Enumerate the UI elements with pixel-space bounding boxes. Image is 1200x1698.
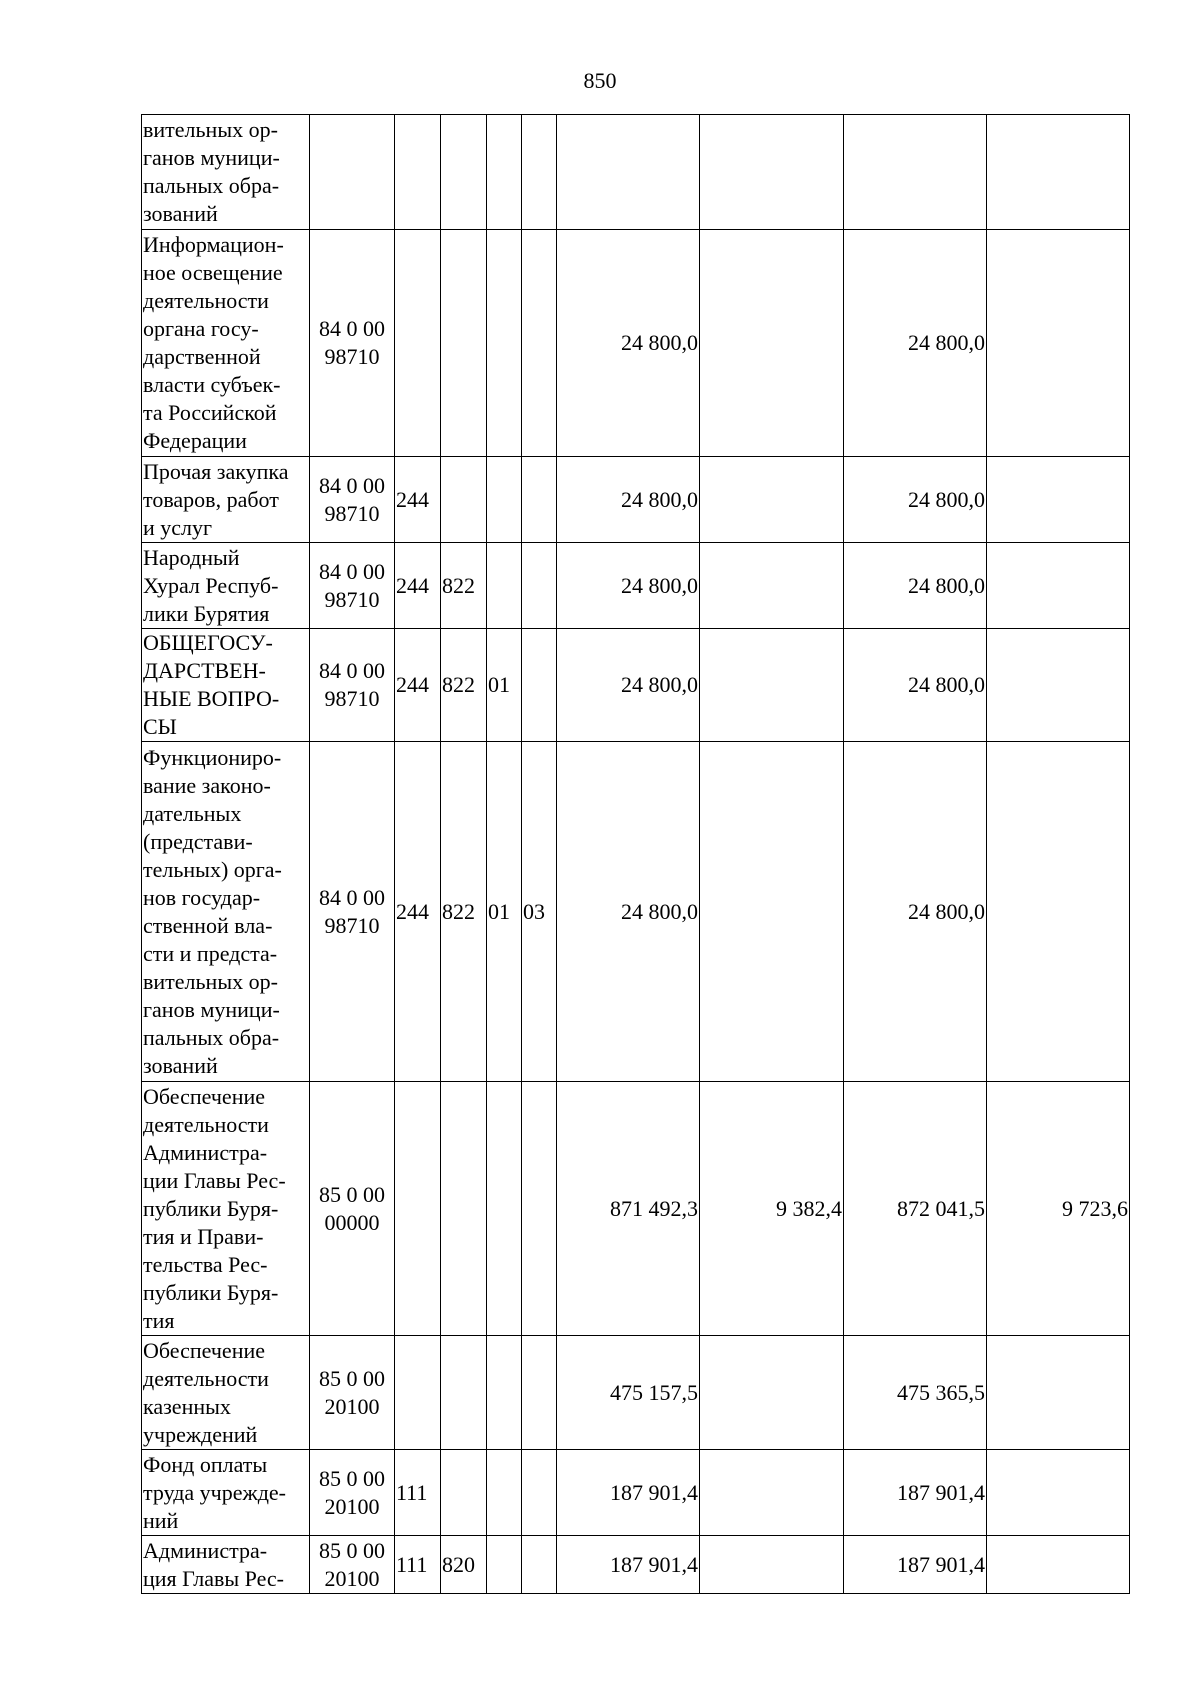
row-expense-type: 111 [395,1450,441,1536]
row-expense-type [395,1336,441,1450]
row-amount-year1: 24 800,0 [557,230,700,457]
row-amount-year1-subvention: 9 382,4 [700,1082,844,1336]
row-amount-year2-subvention [987,1536,1130,1594]
row-amount-year1: 24 800,0 [557,457,700,543]
row-subsection: 03 [522,742,557,1082]
row-target-article: 85 0 00 20100 [310,1336,395,1450]
row-expense-type: 111 [395,1536,441,1594]
row-amount-year2: 187 901,4 [844,1536,987,1594]
row-administrator-code [441,1336,487,1450]
row-amount-year1: 475 157,5 [557,1336,700,1450]
row-section [487,1082,522,1336]
table-row [142,543,1130,629]
row-amount-year2-subvention [987,457,1130,543]
row-target-article: 85 0 00 20100 [310,1450,395,1536]
row-amount-year1-subvention [700,1450,844,1536]
row-expense-type [395,115,441,230]
row-amount-year2: 475 365,5 [844,1336,987,1450]
row-subsection [522,1536,557,1594]
row-administrator-code: 822 [441,543,487,629]
row-administrator-code: 820 [441,1536,487,1594]
row-administrator-code: 822 [441,629,487,742]
row-name: Прочая закупка товаров, работ и услуг [142,457,310,543]
row-amount-year2-subvention: 9 723,6 [987,1082,1130,1336]
row-expense-type: 244 [395,629,441,742]
row-amount-year1: 24 800,0 [557,543,700,629]
table-row [142,629,1130,742]
table-row [142,742,1130,1082]
row-expense-type: 244 [395,457,441,543]
page-number: 850 [583,68,617,93]
row-name: Обеспечение деятельности казенных учреждений [142,1336,310,1450]
row-target-article: 85 0 00 20100 [310,1536,395,1594]
row-administrator-code: 822 [441,742,487,1082]
table-row [142,1336,1130,1450]
table-row [142,1536,1130,1594]
row-name: вительных ор- ганов муници- пальных обра- зований [142,115,310,230]
row-subsection [522,1336,557,1450]
row-amount-year2: 24 800,0 [844,543,987,629]
row-target-article: 84 0 00 98710 [310,457,395,543]
row-section [487,457,522,543]
row-name: Народный Хурал Респуб- лики Бурятия [142,543,310,629]
row-target-article: 84 0 00 98710 [310,742,395,1082]
row-target-article: 84 0 00 98710 [310,629,395,742]
table-row [142,1082,1130,1336]
row-amount-year2-subvention [987,1450,1130,1536]
row-amount-year1-subvention [700,543,844,629]
row-target-article: 84 0 00 98710 [310,543,395,629]
row-administrator-code [441,1450,487,1536]
row-name: Фонд оплаты труда учрежде- ний [142,1450,310,1536]
row-section [487,1536,522,1594]
row-expense-type [395,230,441,457]
row-name: ОБЩЕГОСУ- ДАРСТВЕН- НЫЕ ВОПРО- СЫ [142,629,310,742]
row-subsection [522,457,557,543]
row-amount-year2-subvention [987,629,1130,742]
row-amount-year1 [557,115,700,230]
row-section [487,1450,522,1536]
row-target-article: 84 0 00 98710 [310,230,395,457]
row-amount-year1: 871 492,3 [557,1082,700,1336]
table-row [142,230,1130,457]
row-name: Функциониро- вание законо- дательных (представи- тельных) орга- нов государ- ственной вла- сти и предста- вительных ор- ганов муници- пальных обра- зований [142,742,310,1082]
row-amount-year2: 24 800,0 [844,742,987,1082]
row-amount-year2: 24 800,0 [844,629,987,742]
row-subsection [522,1082,557,1336]
row-administrator-code [441,1082,487,1336]
row-amount-year2: 24 800,0 [844,230,987,457]
row-target-article [310,115,395,230]
row-expense-type: 244 [395,543,441,629]
row-subsection [522,629,557,742]
row-name: Администра- ция Главы Рес- [142,1536,310,1594]
table-row [142,457,1130,543]
row-section [487,115,522,230]
row-subsection [522,115,557,230]
row-section: 01 [487,742,522,1082]
row-section [487,230,522,457]
row-name: Обеспечение деятельности Администра- ции Главы Рес- публики Буря- тия и Прави- тельства Рес- публики Буря- тия [142,1082,310,1336]
row-amount-year1-subvention [700,629,844,742]
row-amount-year2: 24 800,0 [844,457,987,543]
row-expense-type: 244 [395,742,441,1082]
row-amount-year1: 187 901,4 [557,1450,700,1536]
row-administrator-code [441,115,487,230]
row-amount-year1-subvention [700,1536,844,1594]
row-target-article: 85 0 00 00000 [310,1082,395,1336]
row-amount-year1: 24 800,0 [557,629,700,742]
row-administrator-code [441,230,487,457]
row-amount-year2-subvention [987,543,1130,629]
row-administrator-code [441,457,487,543]
row-amount-year2-subvention [987,742,1130,1082]
row-subsection [522,543,557,629]
row-section: 01 [487,629,522,742]
row-expense-type [395,1082,441,1336]
row-amount-year2-subvention [987,1336,1130,1450]
row-amount-year1: 24 800,0 [557,742,700,1082]
row-amount-year1-subvention [700,115,844,230]
table-row [142,115,1130,230]
row-amount-year1-subvention [700,457,844,543]
row-amount-year2: 872 041,5 [844,1082,987,1336]
row-amount-year2: 187 901,4 [844,1450,987,1536]
row-amount-year1: 187 901,4 [557,1536,700,1594]
row-amount-year2-subvention [987,115,1130,230]
row-name: Информацион- ное освещение деятельности органа госу- дарственной власти субъек- та Российской Федерации [142,230,310,457]
row-section [487,1336,522,1450]
row-amount-year1-subvention [700,230,844,457]
row-amount-year1-subvention [700,742,844,1082]
table-row [142,1450,1130,1536]
row-amount-year2-subvention [987,230,1130,457]
row-subsection [522,1450,557,1536]
row-amount-year1-subvention [700,1336,844,1450]
row-amount-year2 [844,115,987,230]
budget-table [141,114,1130,1594]
row-section [487,543,522,629]
row-subsection [522,230,557,457]
